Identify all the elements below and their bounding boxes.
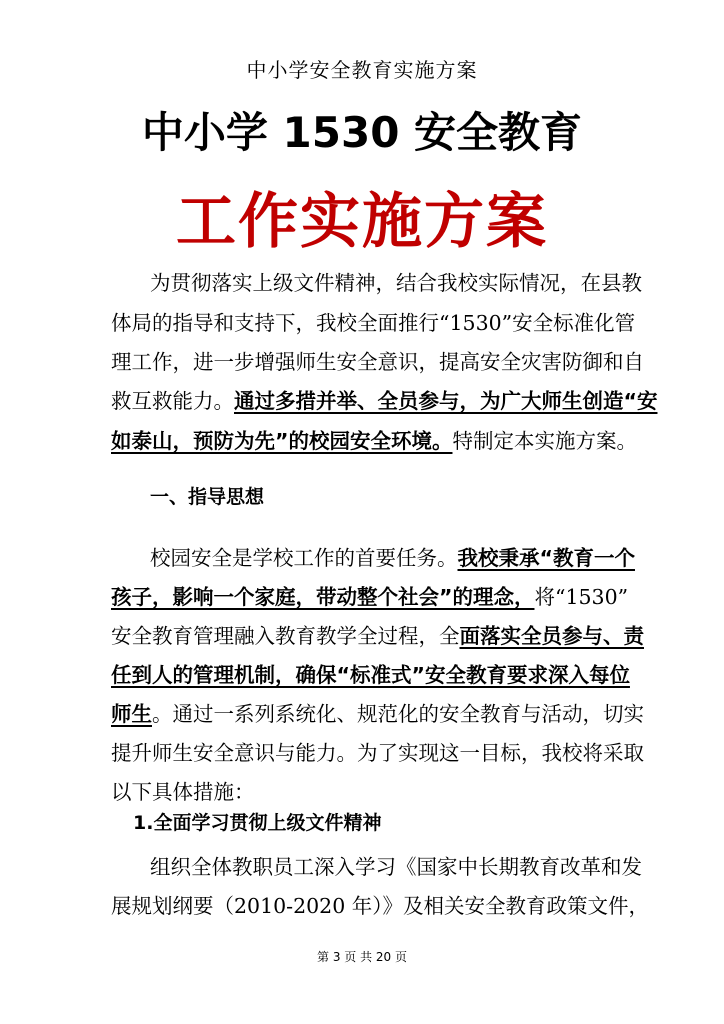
intro-emphasis-2: 如泰山，预防为先”的校园安全环境。 [111, 429, 453, 453]
intro-line-5b: 特制定本实施方案。 [452, 429, 637, 453]
intro-line-5 [111, 424, 637, 454]
section1-line-2 [111, 580, 629, 610]
section1-emphasis-1: 我校秉承“教育一个 [457, 546, 635, 570]
subsection1-line-1: 组织全体教职员工深入学习《国家中长期教育改革和发 [150, 855, 642, 879]
section1-line-1 [150, 541, 635, 571]
section1-line-7: 以下具体措施： [111, 780, 255, 804]
section1-line-5 [111, 697, 644, 727]
section1-line-4 [111, 658, 630, 688]
title-line-1: 中小学 1530 安全教育 [141, 108, 583, 157]
section1-emphasis-3: 面落实全员参与、责 [459, 624, 644, 648]
section1-line-3a: 安全教育管理融入教育教学全过程，全 [111, 624, 460, 648]
subsection1-line-2: 展规划纲要（2010-2020 年）》及相关安全教育政策文件， [111, 894, 650, 918]
section1-emphasis-4: 任到人的管理机制，确保“标准式”安全教育要求深入每位 [111, 663, 630, 687]
section-heading-guiding-thought: 一、指导思想 [150, 486, 265, 508]
intro-line-4a: 救互救能力。 [111, 389, 234, 413]
section1-line-5b: 。通过一系列系统化、规范化的安全教育与活动，切实 [152, 702, 644, 726]
intro-line-3: 理工作，进一步增强师生安全意识，提高安全灾害防御和自 [111, 350, 644, 374]
section1-emphasis-5: 师生 [111, 702, 152, 726]
section1-emphasis-2: 孩子，影响一个家庭，带动整个社会”的理念， [111, 585, 535, 609]
intro-line-4 [111, 384, 658, 414]
page-header: 中小学安全教育实施方案 [246, 58, 478, 82]
intro-line-2: 体局的指导和支持下，我校全面推行“1530”安全标准化管 [111, 311, 636, 335]
section1-line-6: 提升师生安全意识与能力。为了实现这一目标，我校将采取 [111, 741, 644, 765]
section1-line-3 [111, 619, 644, 649]
section1-line-2b: 将“1530” [534, 585, 629, 609]
intro-line-1: 为贯彻落实上级文件精神，结合我校实际情况，在县教 [150, 271, 642, 295]
subsection-heading-1: 1.全面学习贯彻上级文件精神 [133, 812, 382, 834]
page-footer: 第 3 页 共 20 页 [317, 950, 407, 964]
intro-emphasis-1: 通过多措并举、全员参与，为广大师生创造“安 [234, 389, 658, 413]
section1-line-1a: 校园安全是学校工作的首要任务。 [150, 546, 458, 570]
title-line-2: 工作实施方案 [176, 187, 548, 257]
